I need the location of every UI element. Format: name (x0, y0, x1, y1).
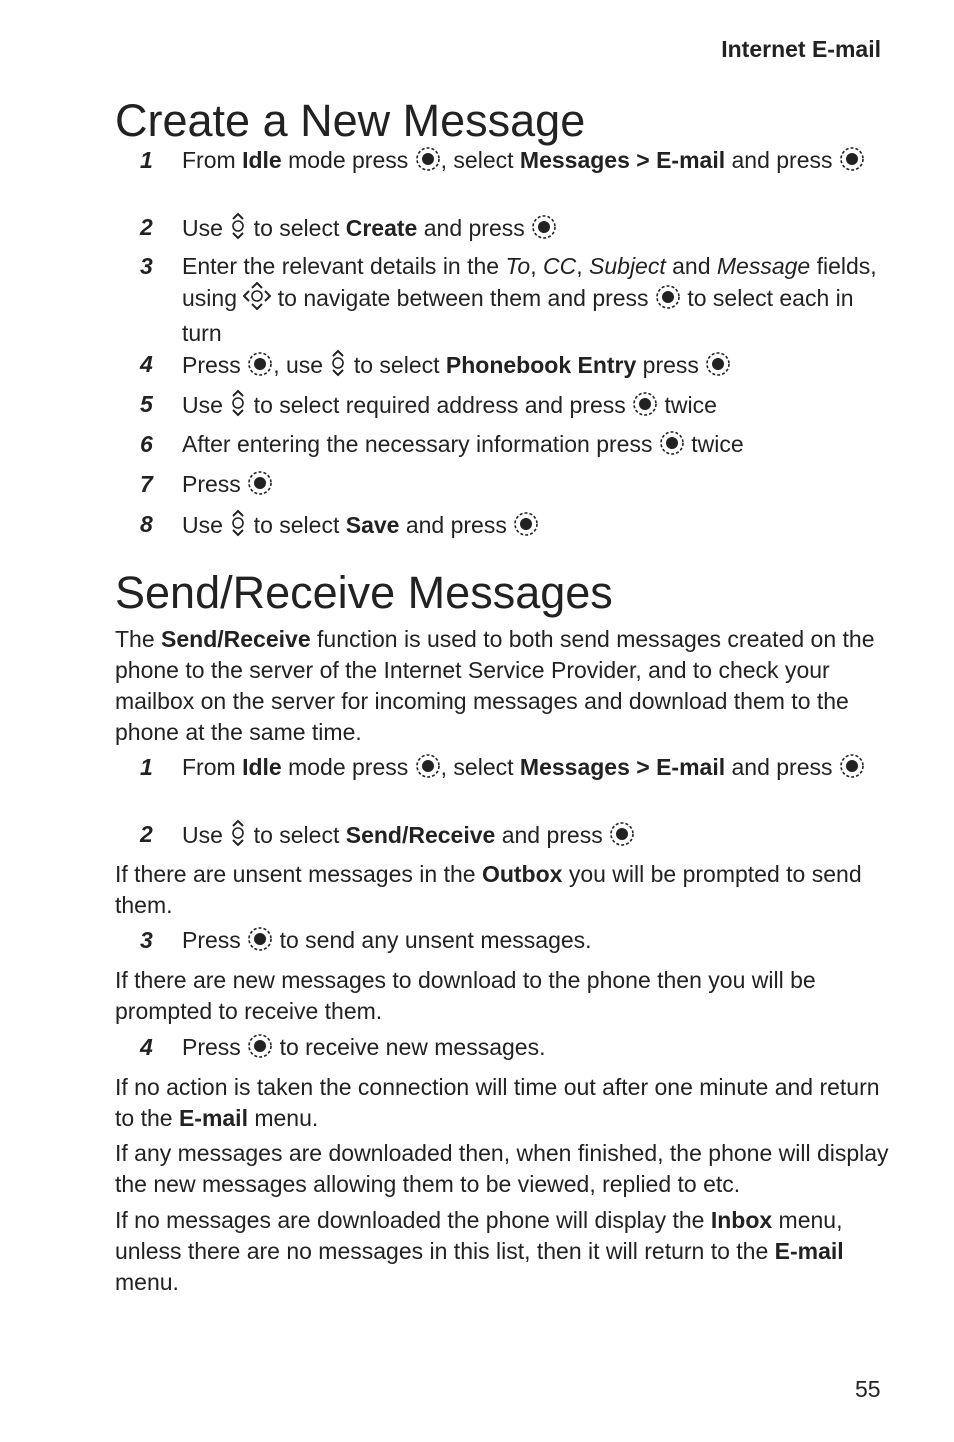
select-key-icon (415, 753, 441, 787)
select-key-icon (659, 430, 685, 464)
step-text: Use to select Save and press (182, 509, 885, 545)
step-number: 3 (140, 253, 153, 279)
step-number: 6 (140, 431, 153, 457)
create-step-1 (140, 145, 885, 180)
create-step-7 (140, 469, 885, 504)
bold-term: Idle (242, 147, 282, 173)
step-text: Use to select Send/Receive and press (182, 819, 885, 855)
bold-term: Send/Receive (345, 822, 496, 848)
select-key-icon (531, 214, 557, 248)
step-number: 4 (140, 351, 153, 377)
step-number: 4 (140, 1034, 153, 1060)
outbox-note: If there are unsent messages in the Outbox you will be prompted to send them. (115, 861, 862, 918)
bold-term: E-mail (178, 1105, 248, 1131)
bold-term: Save (345, 512, 400, 538)
send-step-3 (140, 925, 885, 960)
step-text: Press to receive new messages. (182, 1032, 885, 1067)
send-step-4 (140, 1032, 885, 1067)
bold-term: Messages > E-mail (519, 147, 726, 173)
step-number: 2 (140, 821, 153, 847)
timeout-note: If no action is taken the connection will time out after one minute and return to the E-mail menu. (115, 1074, 880, 1131)
step-text: Press (182, 469, 885, 504)
step-text: Press , use to select Phonebook Entry press (182, 349, 885, 385)
download-note: If there are new messages to download to the phone then you will be prompted to receive them. (115, 967, 816, 1024)
nav-up-down-icon (329, 349, 347, 385)
select-key-icon (247, 351, 273, 385)
nav-up-down-icon (229, 819, 247, 855)
select-key-icon (839, 753, 865, 787)
select-key-icon (839, 146, 865, 180)
bold-term: Idle (242, 754, 282, 780)
step-number: 3 (140, 927, 153, 953)
select-key-icon (247, 1033, 273, 1067)
field-name: To (505, 253, 531, 279)
step-text: Use to select Create and press (182, 212, 885, 248)
step-text: Use to select required address and press twice (182, 389, 885, 425)
step-text: Press to send any unsent messages. (182, 925, 885, 960)
bold-term: Outbox (481, 861, 563, 887)
select-key-icon (247, 926, 273, 960)
nav-up-down-icon (229, 389, 247, 425)
step-text: From Idle mode press , select Messages > E-mail and press (182, 145, 885, 180)
select-key-icon (415, 146, 441, 180)
page-title-send-receive: Send/Receive Messages (115, 567, 613, 618)
step-number: 7 (140, 471, 153, 497)
select-key-icon (247, 470, 273, 504)
create-step-5 (140, 389, 885, 425)
step-number: 8 (140, 511, 153, 537)
bold-term: Inbox (710, 1207, 773, 1233)
step-number: 1 (140, 147, 153, 173)
field-name: Subject (589, 253, 666, 279)
field-name: Message (716, 253, 811, 279)
page-title-create: Create a New Message (115, 95, 586, 146)
create-step-8 (140, 509, 885, 545)
select-key-icon (632, 391, 658, 425)
create-step-6 (140, 429, 885, 464)
create-step-3 (140, 251, 885, 349)
nav-four-way-icon (243, 282, 271, 318)
create-step-2 (140, 212, 885, 248)
step-text: From Idle mode press , select Messages > E-mail and press (182, 752, 885, 787)
downloaded-note: If any messages are downloaded then, when finished, the phone will display the new messages allowing them to be viewed, replied to etc. (115, 1140, 889, 1197)
send-step-2 (140, 819, 885, 855)
send-receive-intro: The Send/Receive function is used to both send messages created on the phone to the server of the Internet Service Provider, and to check your mailbox on the server for incoming messages and download them to the phone at the same time. (115, 626, 875, 745)
bold-term: Messages > E-mail (519, 754, 726, 780)
send-step-1 (140, 752, 885, 787)
select-key-icon (655, 284, 681, 318)
step-text: Enter the relevant details in the To, CC, Subject and Message fields, using to navigate between them and press to select each in turn (182, 253, 877, 346)
bold-term: Send/Receive (161, 626, 311, 652)
step-number: 1 (140, 754, 153, 780)
step-text: After entering the necessary information press twice (182, 429, 885, 464)
select-key-icon (705, 351, 731, 385)
select-key-icon (513, 511, 539, 545)
bold-term: Create (345, 215, 418, 241)
section-header: Internet E-mail (721, 36, 881, 62)
page-number: 55 (855, 1376, 881, 1402)
create-step-4 (140, 349, 885, 385)
nav-up-down-icon (229, 509, 247, 545)
select-key-icon (609, 821, 635, 855)
step-number: 2 (140, 214, 153, 240)
bold-term: Phonebook Entry (445, 352, 637, 378)
step-number: 5 (140, 391, 153, 417)
no-messages-note: If no messages are downloaded the phone will display the Inbox menu, unless there are no messages in this list, then it will return to the E-mail menu. (115, 1207, 844, 1295)
bold-term: E-mail (774, 1238, 844, 1264)
field-name: CC (543, 253, 577, 279)
nav-up-down-icon (229, 212, 247, 248)
